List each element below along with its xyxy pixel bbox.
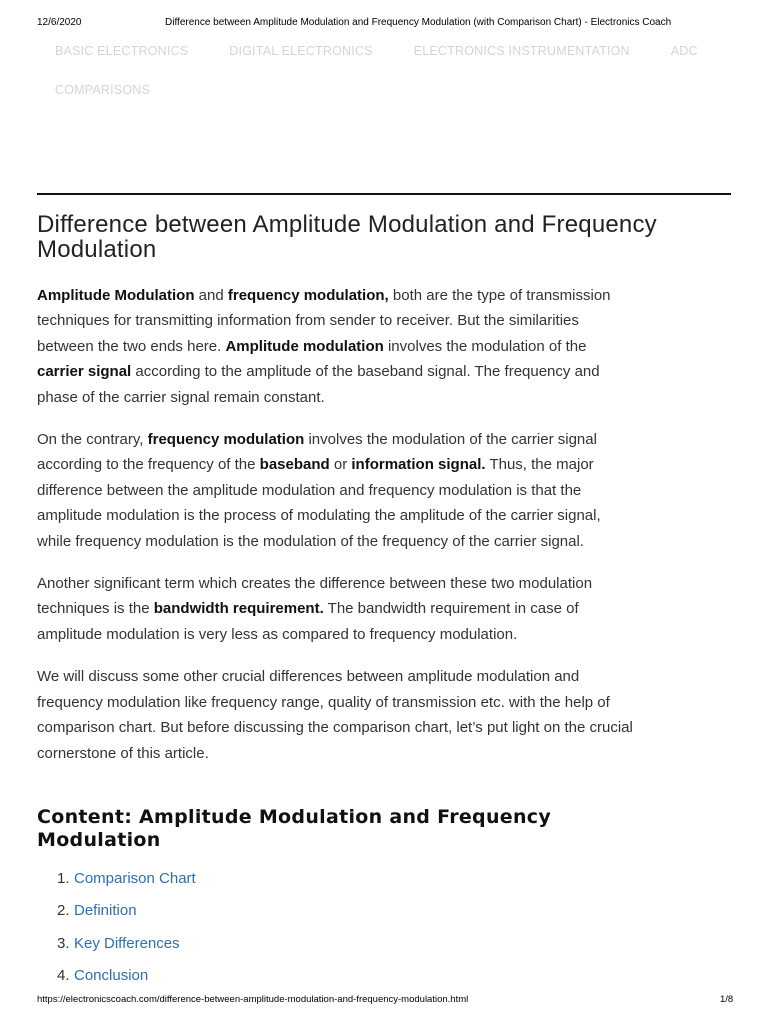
- text-run: Thus, the major difference between the amplitude modulation and frequency modulation is that the amplitude modulation is the process of modulating the amplitude of the carrier signal, while frequency modulation is the modulation of the frequency of the carrier signal.: [37, 456, 601, 550]
- article-title: Difference between Amplitude Modulation and Frequency Modulation: [37, 211, 657, 263]
- nav-item-comparisons[interactable]: COMPARISONS: [55, 83, 151, 97]
- toc-link-conclusion[interactable]: Conclusion: [74, 966, 149, 984]
- toc-number: 3.: [57, 934, 70, 952]
- paragraph-intro: [37, 283, 637, 410]
- bold-term: frequency modulation,: [227, 287, 389, 304]
- toc-link-definition[interactable]: Definition: [74, 902, 137, 920]
- nav-item-digital-electronics[interactable]: DIGITAL ELECTRONICS: [229, 44, 373, 58]
- print-page-title: Difference between Amplitude Modulation and Frequency Modulation (with Comparison Chart) - Electronics Coach: [165, 17, 672, 28]
- text-run: Another significant term which creates the difference between these two modulation techniques is the: [37, 575, 593, 618]
- bold-term: bandwidth requirement.: [153, 600, 324, 618]
- text-run: or: [329, 456, 352, 474]
- text-run: involves the modulation of the: [383, 337, 587, 355]
- text-run: and: [194, 287, 228, 304]
- nav-item-basic-electronics[interactable]: BASIC ELECTRONICS: [55, 44, 189, 58]
- paragraph-discussion: We will discuss some other crucial differences between amplitude modulation and frequency modulation like frequency range, quality of transmission etc. with the help of comparison chart. But before discussing the comparison chart, let’s put light on the crucial cornerstone of this article.: [37, 668, 633, 762]
- text-run: On the contrary,: [37, 431, 148, 449]
- toc-number: 1.: [57, 870, 70, 887]
- content-heading: Content: Amplitude Modulation and Frequency Modulation: [37, 806, 552, 851]
- toc-link-key-differences[interactable]: Key Differences: [74, 934, 180, 952]
- bold-term: carrier signal: [37, 363, 132, 381]
- table-of-contents: [57, 867, 196, 996]
- text-run: both are the type of transmission techniques for transmitting information from sender to receiver. But the similarities between the two ends here.: [37, 287, 611, 355]
- print-url: https://electronicscoach.com/difference-between-amplitude-modulation-and-frequency-modulation.html: [37, 994, 469, 1005]
- bold-term: baseband: [259, 456, 330, 474]
- print-footer: [0, 994, 768, 1008]
- nav-item-electronics-instrumentation[interactable]: ELECTRONICS INSTRUMENTATION: [413, 44, 630, 58]
- nav-row-2: [55, 83, 745, 103]
- toc-item: [57, 867, 196, 899]
- print-date: 12/6/2020: [37, 17, 82, 28]
- bold-term: Amplitude Modulation: [37, 287, 195, 304]
- header-divider: [37, 193, 731, 195]
- print-header: [0, 17, 768, 31]
- text-run: The bandwidth requirement in case of amplitude modulation is very less as compared to frequency modulation.: [37, 600, 579, 643]
- article-body: [37, 283, 637, 783]
- toc-number: 2.: [57, 902, 70, 920]
- text-run: involves the modulation of the carrier signal according to the frequency of the: [37, 431, 597, 474]
- bold-term: frequency modulation: [147, 431, 305, 449]
- toc-item: [57, 899, 196, 931]
- paragraph-bandwidth: [37, 571, 637, 647]
- text-run: according to the amplitude of the baseband signal. The frequency and phase of the carrier signal remain constant.: [37, 363, 600, 406]
- main-navigation: [55, 44, 745, 122]
- bold-term: information signal.: [351, 456, 486, 474]
- bold-term: Amplitude modulation: [225, 337, 384, 355]
- nav-row-1: [55, 44, 745, 64]
- toc-number: 4.: [57, 966, 70, 984]
- toc-item: [57, 964, 196, 996]
- print-page-number: 1/8: [720, 994, 734, 1005]
- nav-item-adc[interactable]: ADC: [670, 44, 698, 58]
- toc-link-comparison-chart[interactable]: Comparison Chart: [74, 870, 196, 887]
- toc-item: [57, 932, 196, 964]
- paragraph-contrary: [37, 427, 637, 554]
